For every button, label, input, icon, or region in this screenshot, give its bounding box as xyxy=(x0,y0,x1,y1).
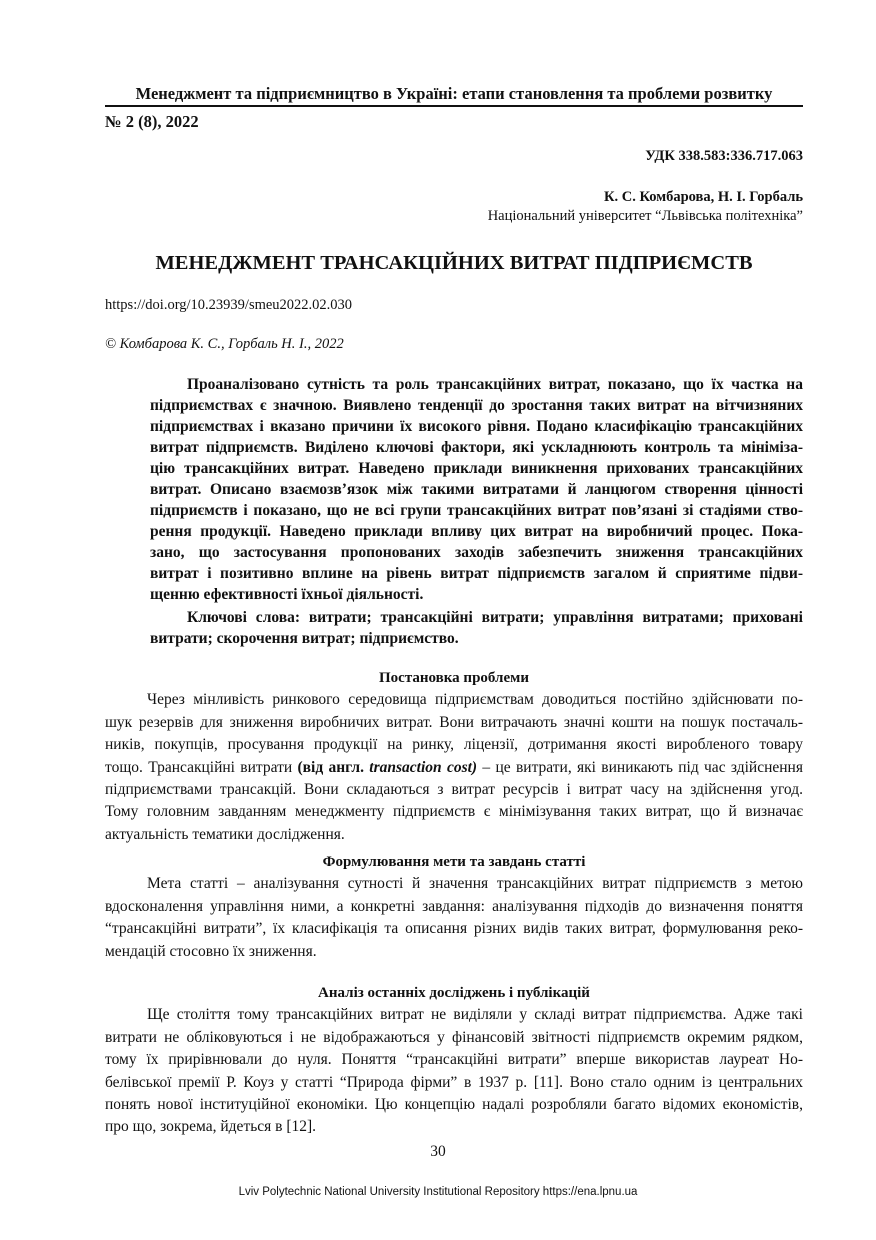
abstract xyxy=(150,374,803,605)
abstract-line: цію трансакційних витрат. Наведено приклади виникнення прихованих трансакційних xyxy=(150,460,803,477)
section-heading: Постановка проблеми xyxy=(379,670,529,686)
doi-link[interactable]: https://doi.org/10.23939/smeu2022.02.030 xyxy=(105,297,353,313)
paragraph-line: вдосконалення управління ними, а конкретні завдання: аналізування підходів до визначення поняття xyxy=(105,897,803,915)
journal-header: Менеджмент та підприємництво в Україні: етапи становлення та проблеми розвитку xyxy=(105,84,803,107)
section-heading: Аналіз останніх досліджень і публікацій xyxy=(318,985,590,1001)
abstract-line: рення продукції. Наведено приклади впливу цих витрат на виробничий процес. Пока- xyxy=(150,523,803,540)
udk-code: УДК 338.583:336.717.063 xyxy=(645,148,803,164)
abstract-line: витрат і позитивно вплине на рівень витрат підприємств загалом й сприятиме підви- xyxy=(150,565,803,582)
paragraph-line: мендацій стосовно їх зниження. xyxy=(105,942,317,960)
authors: К. С. Комбарова, Н. І. Горбаль xyxy=(603,189,803,205)
paragraph-line: Тому головним завданням менеджменту підприємств є мінімізування таких витрат, що й визначає xyxy=(105,803,803,821)
paragraph-line xyxy=(105,757,803,779)
section-goals xyxy=(105,851,803,963)
paragraph-line: актуальність тематики дослідження. xyxy=(105,825,345,843)
abstract-line: підприємств і показано, що не всі групи трансакційних витрат пов’язані зі стадіями ство- xyxy=(150,502,803,519)
paragraph-line: тому їх прирівнювали до нуля. Поняття “трансакційні витрати” вперше використав лауреат Но- xyxy=(105,1051,803,1069)
page-number: 30 xyxy=(430,1143,446,1160)
keywords-line: витрати; скорочення витрат; підприємство. xyxy=(150,630,459,647)
paragraph-line: шук резервів для зниження виробничих витрат. Вони витрачають значні кошти на пошук постачаль- xyxy=(105,713,803,731)
affiliation: Національний університет “Львівська політехніка” xyxy=(487,208,803,224)
paragraph-line: понять нової інституційної економіки. Цю концепцію надалі розробляли багато відомих економістів, xyxy=(105,1095,803,1113)
line-fragment: transaction cost) xyxy=(369,758,478,776)
section-heading: Формулювання мети та завдань статті xyxy=(322,854,586,870)
abstract-line: підприємствах і вказано причини їх високого рівня. Подано класифікацію трансакційних xyxy=(150,418,803,435)
section-literature xyxy=(105,982,803,1139)
line-fragment: (від англ. xyxy=(297,758,370,776)
section-problem xyxy=(105,667,803,846)
abstract-line: щенню ефективності їхньої діяльності. xyxy=(150,586,424,603)
keywords-line: Ключові слова: витрати; трансакційні витрати; управління витратами; приховані xyxy=(187,609,803,626)
paragraph-line: Мета статті – аналізування сутності й значення трансакційних витрат підприємств з метою xyxy=(147,875,803,893)
issue-number: № 2 (8), 2022 xyxy=(105,112,199,131)
paragraph-line: витрати не обліковуються і не відображаються у фінансовій звітності підприємств окремим рядком, xyxy=(105,1028,803,1046)
abstract-line: зано, що застосування пропонованих заходів забезпечить зниження трансакційних xyxy=(150,544,803,561)
abstract-line: Проаналізовано сутність та роль трансакційних витрат, показано, що їх частка на xyxy=(187,376,803,393)
article-title: МЕНЕДЖМЕНТ ТРАНСАКЦІЙНИХ ВИТРАТ ПІДПРИЄМСТВ xyxy=(155,252,753,274)
keywords xyxy=(150,607,803,649)
paragraph-line: ників, покупців, просування продукції на ринку, ліцензії, дотримання якості виробленого товару xyxy=(105,736,803,754)
line-fragment: – це витрати, які виникають під час здійснення xyxy=(477,758,803,776)
line-fragment: тощо. Трансакційні витрати xyxy=(105,758,298,776)
abstract-line: підприємствах є значною. Виявлено тенденції до зростання таких витрат на вітчизняних xyxy=(150,397,803,414)
paragraph-line: “трансакційні витрати”, їх класифікація та описання різних видів таких витрат, формулювання реко- xyxy=(105,920,803,938)
paragraph-line: про що, зокрема, йдеться в [12]. xyxy=(105,1118,317,1136)
paragraph-line: підприємствами трансакцій. Вони складаються з витрат ресурсів і витрат часу на здійснення угод. xyxy=(105,780,803,798)
paragraph-line: Через мінливість ринкового середовища підприємствам доводиться постійно здійснювати по- xyxy=(147,691,803,709)
paragraph-line: белівської премії Р. Коуз у статті “Природа фірми” в 1937 р. [11]. Воно стало одним із центральних xyxy=(105,1073,803,1091)
copyright: © Комбарова К. С., Горбаль Н. І., 2022 xyxy=(105,336,344,352)
paragraph-line: Ще століття тому трансакційних витрат не виділяли у складі витрат підприємства. Адже такі xyxy=(147,1006,803,1024)
repository-footer: Lviv Polytechnic National University Institutional Repository https://ena.lpnu.ua xyxy=(238,1186,638,1198)
abstract-line: витрат підприємств. Виділено ключові фактори, які ускладнюють контроль та мінімізa- xyxy=(150,439,803,456)
abstract-line: витрат. Описано взаємозв’язок між такими витратами й ланцюгом створення цінності xyxy=(150,481,803,498)
